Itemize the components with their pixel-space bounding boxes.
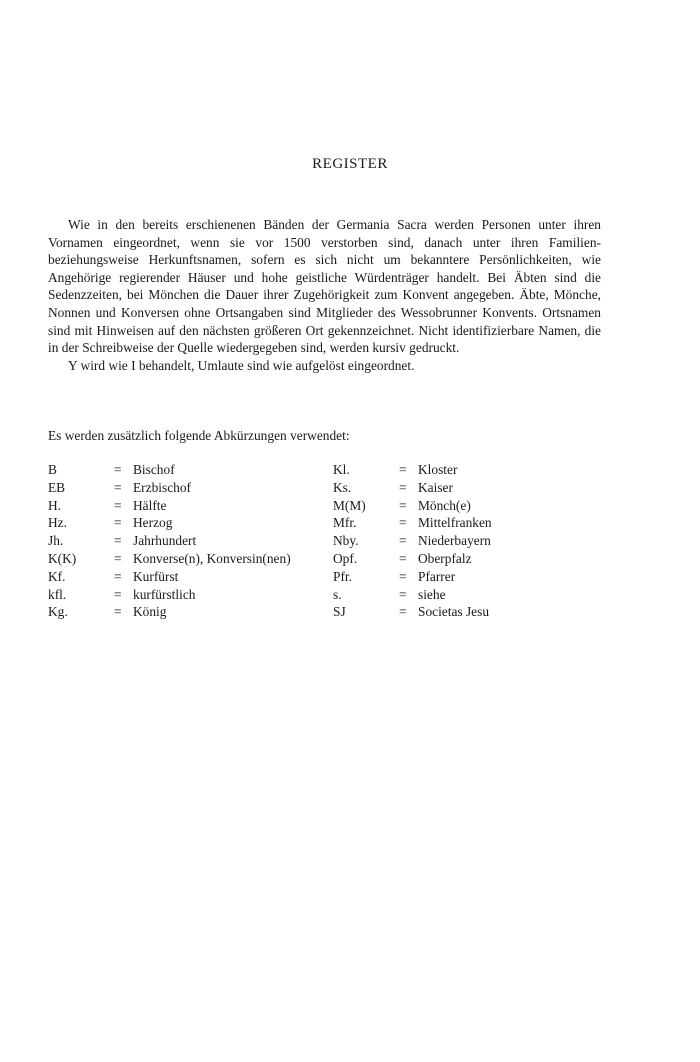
abbreviation-meaning: Kaiser <box>418 479 453 495</box>
abbreviation-meaning: Niederbayern <box>418 533 491 549</box>
intro-text <box>48 216 601 374</box>
abbreviation: M(M) <box>333 497 366 513</box>
abbreviation-meaning: Herzog <box>133 515 173 531</box>
abbreviation: Hz. <box>48 515 67 531</box>
abbreviation-meaning: Mittelfranken <box>418 515 492 531</box>
abbreviation: Pfr. <box>333 568 352 584</box>
abbreviation-meaning: Oberpfalz <box>418 550 472 566</box>
abbreviation: Ks. <box>333 479 352 495</box>
abbreviation-meaning: Societas Jesu <box>418 604 490 620</box>
abbreviation: K(K) <box>48 550 77 566</box>
abbreviation: B <box>48 462 57 477</box>
equals-sign: = <box>399 533 407 549</box>
equals-sign: = <box>114 462 122 477</box>
abbreviation-meaning: Bischof <box>133 462 175 477</box>
equals-sign: = <box>399 586 407 602</box>
page-title: REGISTER <box>312 156 388 172</box>
equals-sign: = <box>114 550 122 566</box>
equals-sign: = <box>114 568 122 584</box>
abbreviation-meaning: kurfürstlich <box>133 586 196 602</box>
intro-paragraph: Wie in den bereits erschienenen Bänden der Germania Sacra werden Personen unter ihren Vornamen eingeordnet, wenn sie vor 1500 verstorben sind, danach unter ihren Familien- beziehungsweise Herkunftsnamen, sofern es sich nicht um bekanntere Persönlichkeiten, wie Angehörige regierender Häuser und hohe geistliche Würdenträger handelt. Bei Äbten sind die Sedenzzeiten, bei Mönchen die Dauer ihrer Zugehörigkeit zum Konvent angegeben. Äbte, Mönche, Nonnen und Konversen ohne Ortsangaben sind Mitglieder des Wessobrunner Konvents. Ortsnamen sind mit Hinweisen auf den nächsten größeren Ort gekennzeichnet. Nicht identifizierbare Namen, die in der Schreibweise der Quelle wiedergegeben sind, werden kursiv gedruckt. <box>48 217 601 356</box>
abbreviation-meaning: Hälfte <box>133 497 167 513</box>
abbreviations-intro: Es werden zusätzlich folgende Abkürzungen verwendet: <box>48 428 350 443</box>
equals-sign: = <box>114 586 122 602</box>
equals-sign: = <box>399 568 407 584</box>
abbreviation: EB <box>48 479 66 495</box>
abbreviation-meaning: Jahrhundert <box>133 533 197 549</box>
abbreviation-row <box>48 461 608 479</box>
abbreviation-row <box>48 532 608 550</box>
abbreviation-meaning: Erzbischof <box>133 479 192 495</box>
equals-sign: = <box>399 479 407 495</box>
abbreviation: Kg. <box>48 604 68 620</box>
abbreviation-meaning: siehe <box>418 586 446 602</box>
equals-sign: = <box>399 497 407 513</box>
abbreviation-meaning: Mönch(e) <box>418 497 471 513</box>
abbreviation-row <box>48 479 608 497</box>
equals-sign: = <box>114 604 122 620</box>
abbreviation-row <box>48 586 608 604</box>
intro-paragraph: Y wird wie I behandelt, Umlaute sind wie aufgelöst eingeordnet. <box>68 357 415 373</box>
abbreviation: H. <box>48 497 62 513</box>
equals-sign: = <box>114 497 122 513</box>
abbreviation: Opf. <box>333 550 358 566</box>
equals-sign: = <box>399 604 407 620</box>
equals-sign: = <box>399 515 407 531</box>
abbreviation-meaning: Kurfürst <box>133 568 179 584</box>
abbreviation: Mfr. <box>333 515 357 531</box>
equals-sign: = <box>114 533 122 549</box>
abbreviation-row <box>48 550 608 568</box>
abbreviation-row <box>48 603 608 621</box>
equals-sign: = <box>399 462 407 477</box>
abbreviation-meaning: Konverse(n), Konversin(nen) <box>133 550 291 566</box>
abbreviation-meaning: Kloster <box>418 462 458 477</box>
abbreviation: Kl. <box>333 462 350 477</box>
abbreviation-row <box>48 514 608 532</box>
equals-sign: = <box>399 550 407 566</box>
abbreviation-meaning: König <box>133 604 167 620</box>
abbreviation: kfl. <box>48 586 67 602</box>
abbreviation-row <box>48 568 608 586</box>
equals-sign: = <box>114 479 122 495</box>
equals-sign: = <box>114 515 122 531</box>
abbreviation: Nby. <box>333 533 359 549</box>
abbreviation: s. <box>333 586 342 602</box>
abbreviation-meaning: Pfarrer <box>418 568 456 584</box>
abbreviation: SJ <box>333 604 346 620</box>
abbreviation-row <box>48 497 608 515</box>
abbreviations-table <box>48 461 608 621</box>
abbreviation: Kf. <box>48 568 66 584</box>
abbreviation: Jh. <box>48 533 64 549</box>
